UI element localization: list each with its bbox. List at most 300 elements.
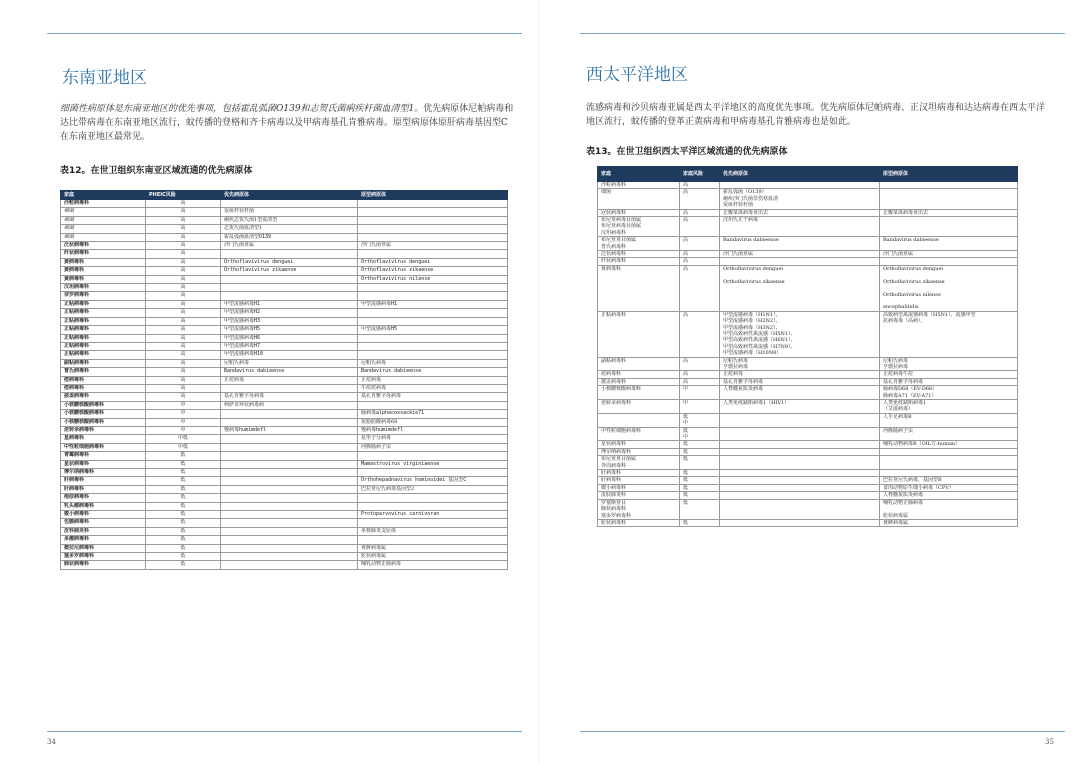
- priority-pathogen-cell: Orthoflavivirus denguei Orthoflavivirus zikaense: [720, 265, 880, 311]
- prototype-pathogen-cell: 黄鲜病毒属: [880, 519, 1018, 526]
- priority-pathogen-cell: 甲型流感病毒H7: [221, 342, 358, 350]
- risk-cell: 低: [146, 452, 221, 460]
- priority-pathogen-cell: [221, 494, 358, 502]
- family-cell: 博尔纳病毒科: [598, 448, 680, 455]
- priority-pathogen-cell: [720, 492, 880, 499]
- risk-cell: 中: [146, 418, 221, 426]
- family-cell: 纤状病毒科: [598, 258, 680, 265]
- page-heading: 西太平洋地区: [586, 65, 688, 85]
- table-row: [61, 426, 508, 434]
- table-row: [598, 386, 1018, 400]
- family-cell: 肝病毒科: [61, 485, 146, 493]
- column-header: 原型病原体: [880, 167, 1018, 182]
- risk-cell: 高: [146, 393, 221, 401]
- risk-cell: 高: [146, 334, 221, 342]
- prototype-pathogen-cell: 甲型流感病毒H5: [358, 326, 508, 334]
- table-row: [61, 233, 508, 241]
- family-cell: 细菌: [598, 189, 680, 209]
- family-cell: 痘病毒科: [598, 371, 680, 378]
- risk-cell: 高: [146, 242, 221, 250]
- priority-pathogen-cell: 甲型流感病毒H10: [221, 351, 358, 359]
- family-cell: 黄病毒科: [598, 265, 680, 311]
- table-row: [598, 499, 1018, 519]
- priority-pathogen-cell: [221, 384, 358, 392]
- risk-cell: 高: [146, 384, 221, 392]
- priority-pathogen-cell: [221, 418, 358, 426]
- prototype-pathogen-cell: [358, 284, 508, 292]
- risk-cell: 高: [680, 371, 720, 378]
- family-cell: 小核糖核酸病毒科: [61, 401, 146, 409]
- table-row: [61, 317, 508, 325]
- column-header: 家庭: [598, 167, 680, 182]
- priority-pathogen-cell: [720, 477, 880, 484]
- prototype-pathogen-cell: [358, 208, 508, 216]
- table-row: [61, 225, 508, 233]
- intro-text: 优先病原体尼帕病毒和达比带病毒在东南亚地区流行，蚊传播的登格和齐卡病毒以及甲病毒基孔肯雅病毒。原型病原体原肝病毒基因型C在东南亚地区最常见。: [60, 104, 514, 142]
- family-cell: 多瘤病毒科: [61, 536, 146, 544]
- priority-pathogen-cell: [221, 469, 358, 477]
- priority-pathogen-cell: Bandavirus dabieense: [221, 368, 358, 376]
- priority-pathogen-cell: [720, 427, 880, 441]
- priority-pathogen-cell: [221, 511, 358, 519]
- risk-cell: 低: [680, 519, 720, 526]
- family-cell: 皮科肺炎科: [61, 527, 146, 535]
- family-cell: 汉坦病毒科: [61, 284, 146, 292]
- prototype-pathogen-cell: [358, 309, 508, 317]
- priority-pathogen-cell: 汉坦氏正干病毒: [720, 217, 880, 237]
- table-row: [61, 216, 508, 224]
- intro-paragraph: [60, 102, 515, 144]
- prototype-pathogen-cell: 人类免疫缺陷病毒1 （艾滋病毒）: [880, 400, 1018, 414]
- family-cell: 罗塞斯亚目 肺状病毒科 塞多罗病毒科: [598, 499, 680, 519]
- risk-cell: 低: [680, 492, 720, 499]
- family-cell: 奈罗病毒科: [61, 292, 146, 300]
- family-cell: 正粘病毒科: [61, 351, 146, 359]
- family-cell: 肺状病毒科: [61, 561, 146, 569]
- prototype-pathogen-cell: 牛痘痘病毒: [358, 384, 508, 392]
- table-row: [61, 435, 508, 443]
- table-row: [61, 418, 508, 426]
- table-row: [61, 485, 508, 493]
- prototype-pathogen-cell: 肠病毒alphacoxsackie71: [358, 410, 508, 418]
- table-row: [61, 544, 508, 552]
- table-row: [61, 477, 508, 485]
- table-row: [61, 267, 508, 275]
- risk-cell: 高: [680, 237, 720, 251]
- priority-pathogen-cell: [221, 435, 358, 443]
- prototype-pathogen-cell: 沙门氏菌亚属: [880, 251, 1018, 258]
- priority-pathogen-cell: [221, 527, 358, 535]
- prototype-pathogen-cell: [358, 225, 508, 233]
- priority-pathogen-cell: [720, 258, 880, 265]
- family-cell: 小核糖核酸病毒科: [598, 386, 680, 400]
- table-row: [598, 371, 1018, 378]
- page-heading: 东南亚地区: [62, 68, 147, 88]
- risk-cell: 低: [680, 470, 720, 477]
- priority-pathogen-cell: [221, 200, 358, 208]
- risk-cell: 低: [146, 544, 221, 552]
- prototype-pathogen-cell: 沙门氏菌亚属: [358, 242, 508, 250]
- table-row: [598, 484, 1018, 491]
- priority-pathogen-cell: [221, 284, 358, 292]
- risk-cell: 高: [146, 225, 221, 233]
- priority-pathogen-cell: [221, 544, 358, 552]
- risk-cell: 低: [146, 477, 221, 485]
- risk-cell: 低: [680, 456, 720, 470]
- risk-cell: 低: [680, 477, 720, 484]
- table-row: [61, 292, 508, 300]
- prototype-pathogen-cell: [880, 456, 1018, 470]
- family-cell: 正粘病毒科: [598, 311, 680, 357]
- prototype-pathogen-cell: 正瓣菜体病毒亚出去: [880, 209, 1018, 216]
- family-cell: 披盖病毒科: [598, 378, 680, 385]
- risk-cell: 中: [680, 400, 720, 414]
- risk-cell: 低: [680, 499, 720, 519]
- priority-pathogen-cell: [221, 443, 358, 451]
- table-row: [61, 519, 508, 527]
- priority-pathogen-cell: 霍乱弧菌血清型O139: [221, 233, 358, 241]
- family-cell: 副粘病毒科: [598, 357, 680, 371]
- prototype-pathogen-cell: 甲型流感病毒H1: [358, 300, 508, 308]
- family-cell: 逆转录病毒科: [61, 426, 146, 434]
- risk-cell: 高: [146, 292, 221, 300]
- table-row: [598, 265, 1018, 311]
- table-row: [61, 511, 508, 519]
- prototype-pathogen-cell: 巴拉亚尼氏病毒，基因型B: [880, 477, 1018, 484]
- table-row: [61, 250, 508, 258]
- table-row: [61, 393, 508, 401]
- family-cell: 痘病毒科: [61, 376, 146, 384]
- priority-pathogen-cell: 甲型流感病毒H5: [221, 326, 358, 334]
- risk-cell: 低: [146, 485, 221, 493]
- risk-cell: 高: [680, 189, 720, 209]
- priority-pathogen-cell: 人类免疫缺陷病毒1（HIV1）: [720, 400, 880, 414]
- priority-pathogen-cell: 志贺氏菌血清型1: [221, 225, 358, 233]
- family-cell: 布尼亚病毒目菌属 布尼亚病毒目菌属 汉坦病毒科: [598, 217, 680, 237]
- risk-cell: 高: [146, 258, 221, 266]
- prototype-pathogen-cell: 人手足病毒B: [880, 413, 1018, 427]
- family-cell: 正粘病毒科: [61, 300, 146, 308]
- family-cell: 包膜病毒科: [61, 519, 146, 527]
- prototype-pathogen-cell: 人脊髓灰质炎病毒: [880, 492, 1018, 499]
- prototype-pathogen-cell: 慢病毒humimdefl: [358, 426, 508, 434]
- priority-pathogen-cell: [221, 410, 358, 418]
- intro-paragraph: 流感病毒和沙贝病毒亚属是西太平洋地区的高度优先事项。优先病原体尼帕病毒、正汉坦病毒和达达病毒在西太平洋地区流行，蚊传播的登革正黄病毒和甲病毒基孔肯雅病毒也是如此。: [586, 103, 1046, 127]
- prototype-pathogen-cell: 尼帕氏病毒: [358, 359, 508, 367]
- table-row: [598, 448, 1018, 455]
- priority-pathogen-cell: [221, 536, 358, 544]
- top-rule: [47, 33, 522, 34]
- family-cell: 细菌: [61, 233, 146, 241]
- risk-cell: 中: [146, 426, 221, 434]
- risk-cell: 中: [146, 410, 221, 418]
- column-header: PHEIC风险: [146, 191, 221, 200]
- prototype-pathogen-cell: Orthoflavivirus nilense: [358, 275, 508, 283]
- prototype-pathogen-cell: Orthoflavivirus zikaense: [358, 267, 508, 275]
- family-cell: 中性粒细胞病毒科: [598, 427, 680, 441]
- priority-pathogen-cell: [221, 275, 358, 283]
- table-row: [598, 427, 1018, 441]
- pathogen-table-12: [60, 190, 508, 570]
- priority-pathogen-cell: Orthoflavivirus zikaense: [221, 267, 358, 275]
- risk-cell: 中: [146, 401, 221, 409]
- risk-cell: 高: [680, 209, 720, 216]
- bottom-rule: [580, 731, 1065, 732]
- risk-cell: 高: [680, 251, 720, 258]
- risk-cell: 高: [146, 342, 221, 350]
- table-row: [61, 342, 508, 350]
- priority-pathogen-cell: [720, 519, 880, 526]
- prototype-pathogen-cell: 黄鲜病毒属: [358, 544, 508, 552]
- priority-pathogen-cell: [720, 441, 880, 448]
- priority-pathogen-cell: 正瓣菜体病毒亚出去: [720, 209, 880, 216]
- prototype-pathogen-cell: [880, 182, 1018, 189]
- priority-pathogen-cell: 炭疽杆状杆菌: [221, 208, 358, 216]
- prototype-pathogen-cell: Protoparvovirus carnivoran: [358, 511, 508, 519]
- family-cell: 小核糖核酸病毒科: [61, 418, 146, 426]
- table-row: [598, 311, 1018, 357]
- prototype-pathogen-cell: 星形子分病毒: [358, 435, 508, 443]
- priority-pathogen-cell: [720, 484, 880, 491]
- risk-cell: 低: [146, 519, 221, 527]
- table-row: [61, 384, 508, 392]
- prototype-pathogen-cell: Mamastrovirus virginiaense: [358, 460, 508, 468]
- top-rule: [580, 33, 1065, 34]
- risk-cell: 低: [680, 484, 720, 491]
- risk-cell: 低: [146, 553, 221, 561]
- risk-cell: 高: [680, 357, 720, 371]
- risk-cell: 高: [680, 378, 720, 385]
- table-row: [61, 536, 508, 544]
- table-row: [61, 351, 508, 359]
- prototype-pathogen-cell: [880, 189, 1018, 209]
- risk-cell: 高: [680, 265, 720, 311]
- family-cell: 细菌: [61, 208, 146, 216]
- prototype-pathogen-cell: 河豚肠病子虫: [880, 427, 1018, 441]
- priority-pathogen-cell: [720, 470, 880, 477]
- risk-cell: 低 中: [680, 427, 720, 441]
- table-row: [61, 208, 508, 216]
- priority-pathogen-cell: [221, 292, 358, 300]
- risk-cell: 低: [680, 441, 720, 448]
- family-cell: 正粘病毒科: [61, 309, 146, 317]
- prototype-pathogen-cell: [358, 317, 508, 325]
- risk-cell: 高: [146, 326, 221, 334]
- risk-cell: 高: [680, 258, 720, 265]
- prototype-pathogen-cell: [358, 200, 508, 208]
- prototype-pathogen-cell: 河豚肠病子虫: [358, 443, 508, 451]
- family-cell: 细菌: [61, 225, 146, 233]
- prototype-pathogen-cell: [880, 448, 1018, 455]
- pathogen-table-13: [597, 166, 1018, 527]
- table-row: [61, 376, 508, 384]
- table-row: [598, 258, 1018, 265]
- table-row: [598, 189, 1018, 209]
- prototype-pathogen-cell: 肠病毒D68（EV-D68） 肠病毒A71（EV-A71）: [880, 386, 1018, 400]
- prototype-pathogen-cell: [358, 342, 508, 350]
- priority-pathogen-cell: 甲型流感病毒H1: [221, 300, 358, 308]
- family-cell: 披盖病毒科: [61, 393, 146, 401]
- risk-cell: 高: [146, 351, 221, 359]
- risk-cell: 高: [146, 300, 221, 308]
- risk-cell: 高: [146, 275, 221, 283]
- family-cell: 乳头瘤病毒科: [61, 502, 146, 510]
- risk-cell: 高: [146, 250, 221, 258]
- page-number: 34: [47, 738, 56, 746]
- risk-cell: 高: [146, 267, 221, 275]
- prototype-pathogen-cell: [880, 470, 1018, 477]
- risk-cell: 低: [146, 460, 221, 468]
- risk-cell: 高: [146, 233, 221, 241]
- prototype-pathogen-cell: [358, 292, 508, 300]
- priority-pathogen-cell: 基孔肯雅字母病毒: [221, 393, 358, 401]
- table-row: [61, 284, 508, 292]
- table-row: [598, 378, 1018, 385]
- priority-pathogen-cell: [221, 519, 358, 527]
- prototype-pathogen-cell: [358, 250, 508, 258]
- priority-pathogen-cell: Bandavirus dabieense: [720, 237, 880, 251]
- family-cell: 青霉病毒科: [61, 452, 146, 460]
- family-cell: 痘病毒科: [61, 384, 146, 392]
- risk-cell: 低 中: [680, 413, 720, 427]
- priority-pathogen-cell: [221, 553, 358, 561]
- risk-cell: 高: [146, 359, 221, 367]
- priority-pathogen-cell: [720, 182, 880, 189]
- prototype-pathogen-cell: 正痘病毒牛痘: [880, 371, 1018, 378]
- prototype-pathogen-cell: [880, 217, 1018, 237]
- table-row: [61, 309, 508, 317]
- prototype-pathogen-cell: Bandavirus dabieense: [358, 368, 508, 376]
- priority-pathogen-cell: 痢疾志贺氏菌1型血清型: [221, 216, 358, 224]
- family-cell: 冠状病毒科: [598, 209, 680, 216]
- risk-cell: 高: [146, 216, 221, 224]
- table-caption: 表12。在世卫组织东南亚区域流通的优先病原体: [60, 166, 253, 176]
- table-row: [61, 300, 508, 308]
- family-cell: 泛状病毒科: [598, 251, 680, 258]
- table-row: [598, 182, 1018, 189]
- table-row: [598, 400, 1018, 414]
- table-row: [598, 357, 1018, 371]
- prototype-pathogen-cell: 单核肺炎支原体: [358, 527, 508, 535]
- priority-pathogen-cell: 柯萨奇环状病毒病: [221, 401, 358, 409]
- priority-pathogen-cell: [221, 477, 358, 485]
- prototype-pathogen-cell: [358, 401, 508, 409]
- priority-pathogen-cell: [221, 502, 358, 510]
- priority-pathogen-cell: 甲型流感病毒（H1N1）、 甲型流感病毒（H2N2）、 甲型流感病毒（H3N2）、 甲型高致病性禽流感（H5N1）、 甲型高致病性禽流感（H6N1）、 甲型高致病性禽流感（H7N9）、 甲型流感病毒（H10N8）: [720, 311, 880, 357]
- column-header: 优先病原体: [720, 167, 880, 182]
- priority-pathogen-cell: 甲型流感病毒H2: [221, 309, 358, 317]
- family-cell: 微拉尼病毒科: [61, 544, 146, 552]
- table-row: [61, 200, 508, 208]
- priority-pathogen-cell: 基孔肯雅字母病毒: [720, 378, 880, 385]
- family-cell: 正粘病毒科: [61, 342, 146, 350]
- risk-cell: 高: [680, 182, 720, 189]
- family-cell: 中性粒细胞病毒科: [61, 443, 146, 451]
- priority-pathogen-cell: [720, 448, 880, 455]
- priority-pathogen-cell: [221, 460, 358, 468]
- table-row: [598, 251, 1018, 258]
- table-row: [61, 401, 508, 409]
- family-cell: 副粘病毒科: [61, 359, 146, 367]
- priority-pathogen-cell: 正痘病毒: [221, 376, 358, 384]
- priority-pathogen-cell: [720, 456, 880, 470]
- prototype-pathogen-cell: 哺乳动物病毒B（OIL方-human）: [880, 441, 1018, 448]
- family-cell: 黄病毒科: [61, 258, 146, 266]
- table-row: [61, 460, 508, 468]
- prototype-pathogen-cell: 哺乳动物正肺病毒 轮状病毒属: [880, 499, 1018, 519]
- priority-pathogen-cell: 尼帕氏病毒 亨德拉病毒: [720, 357, 880, 371]
- prototype-pathogen-cell: [358, 351, 508, 359]
- table-row: [61, 527, 508, 535]
- prototype-pathogen-cell: Orthoflavivirus denguei: [358, 258, 508, 266]
- intro-italic: 细菌性病原体是东南亚地区的优先事项，包括霍乱弧菌O139和志贺氏菌痢疾杆菌血清型1。: [60, 104, 424, 114]
- priority-pathogen-cell: [221, 485, 358, 493]
- prototype-pathogen-cell: 正痘病毒: [358, 376, 508, 384]
- table-row: [61, 258, 508, 266]
- prototype-pathogen-cell: [358, 502, 508, 510]
- column-header: 家庭: [61, 191, 146, 200]
- family-cell: 皮肤肺炎科: [598, 492, 680, 499]
- family-cell: 星状病毒科: [61, 460, 146, 468]
- risk-cell: 高: [680, 217, 720, 237]
- priority-pathogen-cell: 慢病毒humimdefl: [221, 426, 358, 434]
- prototype-pathogen-cell: 尼帕氏病毒 亨德拉病毒: [880, 357, 1018, 371]
- family-cell: 布尼亚亚目菌属 普氏病毒科: [598, 237, 680, 251]
- table-row: [61, 359, 508, 367]
- family-cell: 肝病毒科: [61, 477, 146, 485]
- family-cell: 普氏病毒科: [61, 368, 146, 376]
- table-row: [61, 502, 508, 510]
- family-cell: 沙粒病毒科: [598, 182, 680, 189]
- risk-cell: 高: [146, 368, 221, 376]
- priority-pathogen-cell: [221, 250, 358, 258]
- table-row: [61, 494, 508, 502]
- prototype-pathogen-cell: 食肉动物原生细小病毒（CPV）: [880, 484, 1018, 491]
- prototype-pathogen-cell: Orthoflavivirus denguei Orthoflavivirus zikaense Orthoflavivirus nilense encephalitidis: [880, 265, 1018, 311]
- prototype-pathogen-cell: 基孔肯雅字母病毒: [358, 393, 508, 401]
- prototype-pathogen-cell: 灰脂肪酸病毒68: [358, 418, 508, 426]
- family-cell: 小核糖核酸病毒科: [61, 410, 146, 418]
- risk-cell: 中: [680, 386, 720, 400]
- prototype-pathogen-cell: [358, 216, 508, 224]
- family-cell: 泛状病毒科: [61, 242, 146, 250]
- table-row: [61, 469, 508, 477]
- family-cell: 星病毒科: [61, 435, 146, 443]
- table-row: [598, 441, 1018, 448]
- table-row: [61, 242, 508, 250]
- family-cell: 纤状病毒科: [61, 250, 146, 258]
- prototype-pathogen-cell: 基孔肯雅字母病毒: [880, 378, 1018, 385]
- priority-pathogen-cell: [221, 561, 358, 569]
- family-cell: [598, 413, 680, 427]
- table-row: [598, 492, 1018, 499]
- table-row: [598, 209, 1018, 216]
- table-row: [61, 561, 508, 569]
- priority-pathogen-cell: 沙门氏菌亚属: [720, 251, 880, 258]
- priority-pathogen-cell: [720, 499, 880, 519]
- risk-cell: 高: [146, 376, 221, 384]
- table-row: [61, 452, 508, 460]
- priority-pathogen-cell: [720, 413, 880, 427]
- family-cell: 正粘病毒科: [61, 317, 146, 325]
- table-row: [598, 477, 1018, 484]
- prototype-pathogen-cell: [358, 519, 508, 527]
- family-cell: 布尼亚亚目菌属 外周病毒科: [598, 456, 680, 470]
- risk-cell: 高: [680, 311, 720, 357]
- family-cell: 逆转录病毒科: [598, 400, 680, 414]
- priority-pathogen-cell: 甲型流感病毒H3: [221, 317, 358, 325]
- family-cell: 沙粒病毒科: [61, 200, 146, 208]
